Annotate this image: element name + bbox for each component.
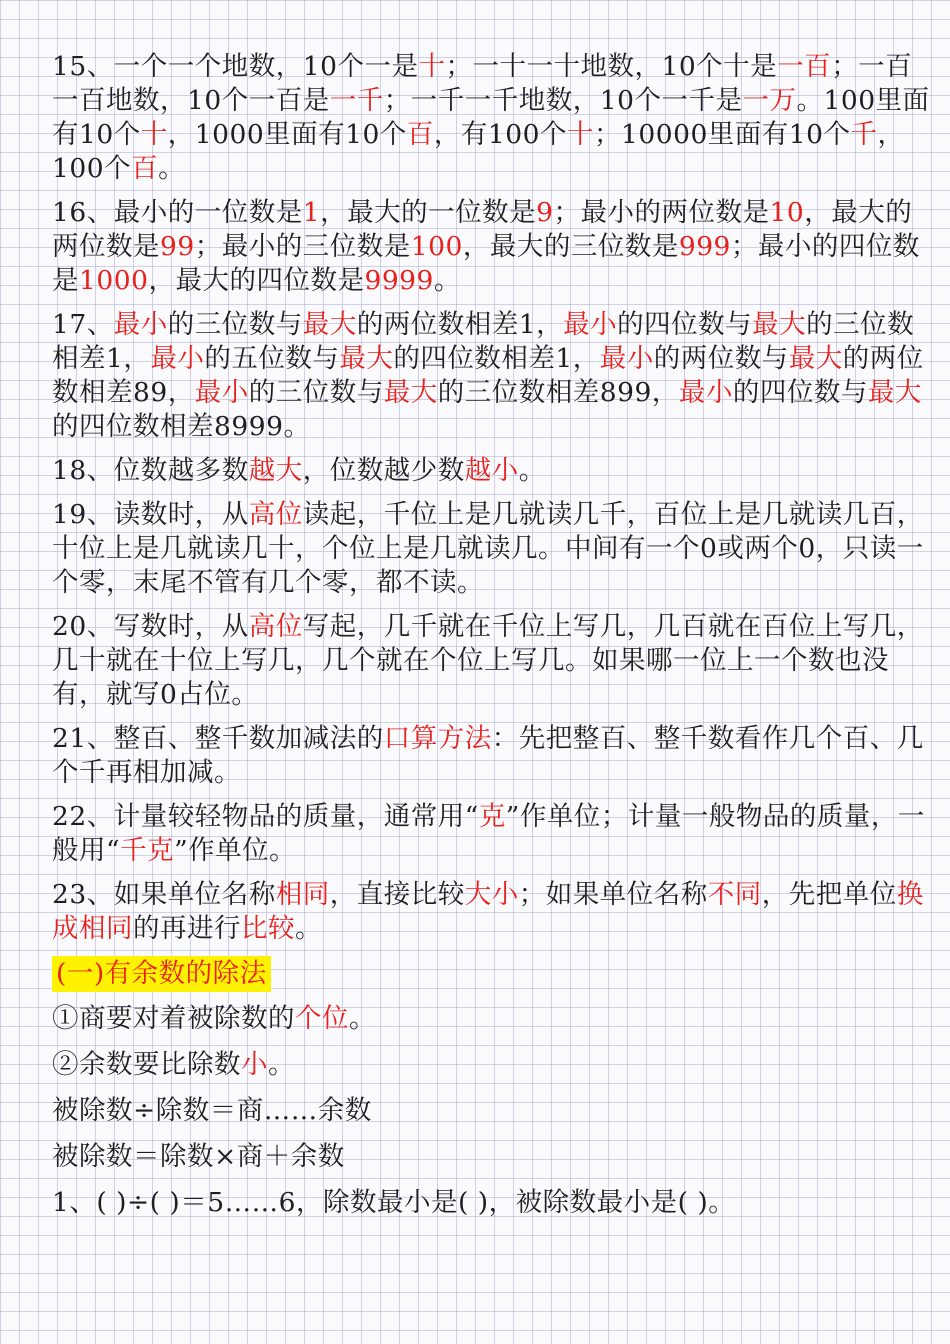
text-segment: ，最大的两位数是 — [52, 197, 913, 262]
point-p19 — [52, 498, 932, 600]
line-formula1 — [52, 1094, 932, 1128]
key-term: 相同 — [275, 879, 330, 910]
knowledge-points — [52, 50, 932, 946]
text-segment: 22、计量较轻物品的质量，通常用“ — [52, 801, 479, 832]
key-term: 最大 — [867, 377, 922, 408]
key-term: 最大 — [383, 377, 438, 408]
text-segment: 的两位数相差1， — [356, 309, 564, 340]
key-term: 高位 — [248, 611, 303, 642]
text-segment: 18、位数越多数 — [52, 455, 249, 486]
text-segment: ，1000里面有10个 — [167, 119, 407, 150]
key-term: 最小 — [678, 377, 733, 408]
key-term: 高位 — [248, 499, 303, 530]
text-segment: 1、( )÷( )＝5……6，除数最小是( )，被除数最小是( )。 — [52, 1187, 736, 1218]
text-segment: ：先把整百、整千数看作几个百、几个千再相加减。 — [52, 723, 924, 788]
text-segment: 的三位数与 — [167, 309, 303, 340]
key-term: 99 — [160, 231, 195, 262]
point-p18 — [52, 454, 932, 488]
text-segment: 。 — [349, 1003, 376, 1034]
key-term: 1000 — [79, 265, 149, 296]
division-remainder-section — [52, 1002, 932, 1220]
text-segment: 。100里面有10个 — [52, 85, 930, 150]
text-segment: 。 — [295, 913, 322, 944]
text-segment: 17、 — [52, 309, 114, 340]
text-segment: 。 — [433, 265, 461, 296]
text-segment: 的四位数相差1， — [393, 343, 600, 374]
key-term: 百 — [131, 153, 159, 184]
key-term: 最大 — [339, 343, 394, 374]
text-segment: 的三位数与 — [248, 377, 384, 408]
text-segment: 被除数＝除数×商＋余数 — [52, 1141, 345, 1172]
point-p16 — [52, 196, 932, 298]
text-segment: 23、如果单位名称 — [52, 879, 276, 910]
text-segment: 的两位数与 — [653, 343, 789, 374]
text-segment: ，位数越少数 — [302, 455, 465, 486]
notes-page — [52, 50, 932, 1232]
section-heading: (一)有余数的除法 — [52, 956, 271, 992]
text-segment: 16、最小的一位数是 — [52, 197, 303, 228]
key-term: 换成相同 — [52, 879, 924, 944]
text-segment: ；一十一十地数，10个十是 — [445, 51, 778, 82]
point-p21 — [52, 722, 932, 790]
key-term: 100 — [410, 231, 463, 262]
line-rule2 — [52, 1048, 932, 1082]
text-segment: 读起，千位上是几就读几千，百位上是几就读几百，十位上是几就读几十，个位上是几就读几。中间有一个0或两个0，只读一个零，末尾不管有几个零，都不读。 — [52, 499, 924, 598]
line-rule1 — [52, 1002, 932, 1036]
text-segment: ①商要对着被除数的 — [52, 1003, 295, 1034]
key-term: 不同 — [707, 879, 762, 910]
text-segment: ，100个 — [52, 119, 905, 184]
text-segment: ；一千一千地数，10个一千是 — [383, 85, 743, 116]
point-p17 — [52, 308, 932, 444]
key-term: 比较 — [241, 913, 295, 944]
key-term: 口算方法 — [383, 723, 492, 754]
key-term: 9 — [536, 197, 554, 228]
text-segment: 21、整百、整千数加减法的 — [52, 723, 384, 754]
point-p22 — [52, 800, 932, 868]
text-segment: 。 — [158, 153, 186, 184]
key-term: 一万 — [742, 85, 797, 116]
key-term: 最小 — [194, 377, 249, 408]
key-term: 百 — [406, 119, 434, 150]
text-segment: ；一百一百地数，10个一百是 — [52, 51, 913, 116]
key-term: 大小 — [464, 879, 519, 910]
key-term: 最大 — [302, 309, 357, 340]
text-segment: ，直接比较 — [329, 879, 465, 910]
section-heading-wrap — [52, 956, 932, 992]
point-p20 — [52, 610, 932, 712]
key-term: 最小 — [563, 309, 618, 340]
key-term: 最大 — [752, 309, 807, 340]
text-segment: 。 — [268, 1049, 295, 1080]
text-segment: ”作单位。 — [174, 835, 297, 866]
text-segment: 20、写数时，从 — [52, 611, 249, 642]
key-term: 十 — [567, 119, 594, 150]
text-segment: ，最大的一位数是 — [320, 197, 537, 228]
text-segment: 。 — [518, 455, 546, 486]
key-term: 999 — [678, 231, 731, 262]
text-segment: 15、一个一个地数，10个一是 — [52, 51, 419, 82]
key-term: 小 — [241, 1049, 268, 1080]
text-segment: 被除数÷除数＝商……余数 — [52, 1095, 372, 1126]
text-segment: ；最小的四位数是 — [52, 231, 920, 296]
text-segment: ；如果单位名称 — [518, 879, 708, 910]
key-term: 克 — [478, 801, 506, 832]
text-segment: 的三位数相差899， — [437, 377, 679, 408]
text-segment: ②余数要比除数 — [52, 1049, 241, 1080]
text-segment: 的再进行 — [133, 913, 241, 944]
text-segment: ，最大的四位数是 — [148, 265, 365, 296]
text-segment: 的四位数相差8999。 — [52, 411, 311, 442]
text-segment: 的四位数与 — [617, 309, 753, 340]
text-segment: ；最小的两位数是 — [553, 197, 770, 228]
text-segment: 19、读数时，从 — [52, 499, 249, 530]
key-term: 越大 — [248, 455, 303, 486]
text-segment: ；最小的三位数是 — [194, 231, 411, 262]
key-term: 最小 — [113, 309, 168, 340]
line-exercise1 — [52, 1186, 932, 1220]
key-term: 越小 — [464, 455, 519, 486]
key-term: 9999 — [364, 265, 434, 296]
point-p23 — [52, 878, 932, 946]
point-p15 — [52, 50, 932, 186]
text-segment: 写起，几千就在千位上写几，几百就在百位上写几，几十就在十位上写几，几个就在个位上写几。如果哪一位上一个数也没有，就写0占位。 — [52, 611, 924, 710]
key-term: 最小 — [599, 343, 654, 374]
key-term: 个位 — [295, 1003, 349, 1034]
text-segment: 的五位数与 — [204, 343, 340, 374]
key-term: 千克 — [120, 835, 175, 866]
text-segment: ，最大的三位数是 — [462, 231, 679, 262]
key-term: 千 — [850, 119, 878, 150]
line-formula2 — [52, 1140, 932, 1174]
text-segment: ，先把单位 — [761, 879, 897, 910]
key-term: 最小 — [150, 343, 205, 374]
key-term: 一百 — [777, 51, 832, 82]
text-segment: 的三位数相差1， — [52, 309, 915, 374]
key-term: 十 — [140, 119, 168, 150]
text-segment: ；10000里面有10个 — [594, 119, 851, 150]
key-term: 1 — [302, 197, 321, 228]
text-segment: ，有100个 — [433, 119, 567, 150]
text-segment: ”作单位；计量一般物品的质量，一般用“ — [52, 801, 925, 866]
key-term: 十 — [418, 51, 446, 82]
key-term: 一千 — [329, 85, 384, 116]
text-segment: 的两位数相差89， — [52, 343, 924, 408]
key-term: 最大 — [788, 343, 843, 374]
text-segment: 的四位数与 — [732, 377, 868, 408]
key-term: 10 — [769, 197, 805, 228]
